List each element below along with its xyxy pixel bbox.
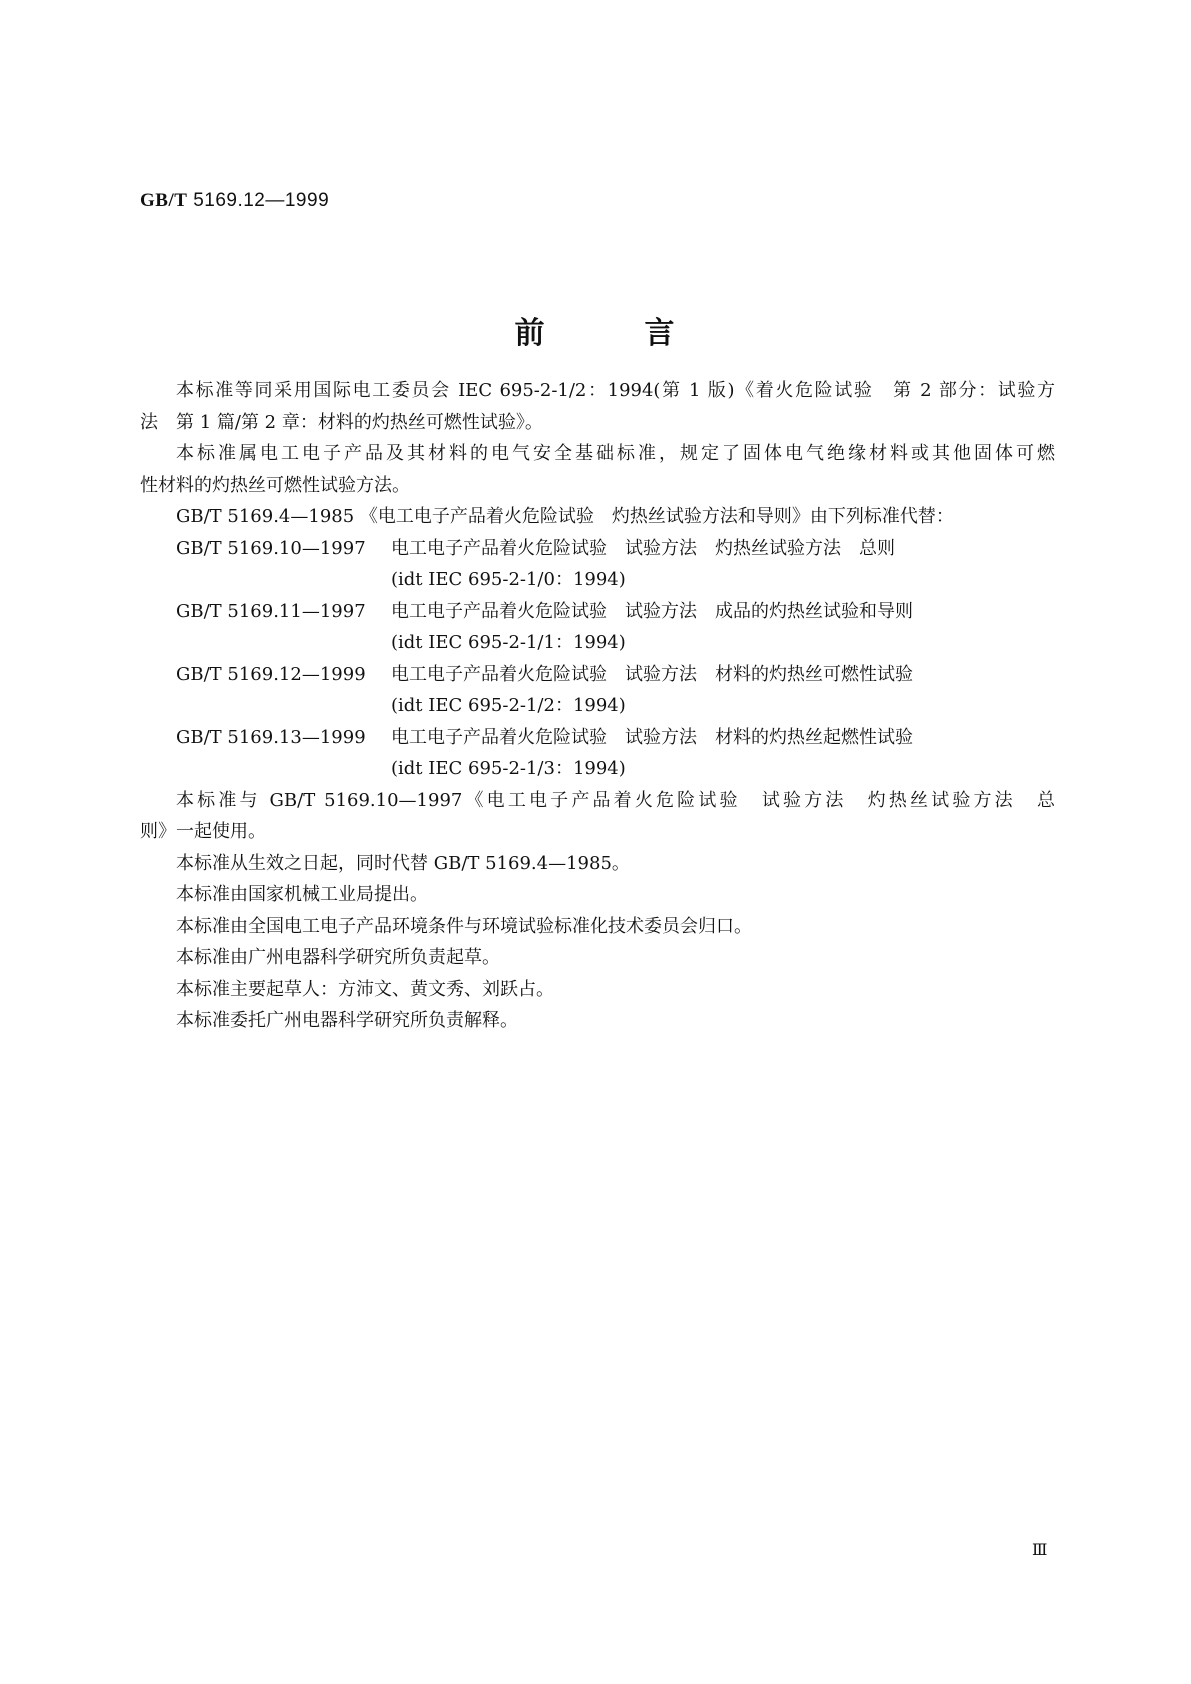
title-char-1: 前 [514, 316, 547, 351]
replacement-idt: (idt IEC 695-2-1/1：1994) [391, 632, 626, 653]
paragraph-2-line-2: 性材料的灼热丝可燃性试验方法。 [140, 474, 410, 496]
replacement-code: GB/T 5169.12—1999 [176, 663, 366, 685]
standard-prefix: GB/T [140, 190, 188, 211]
replacement-idt: (idt IEC 695-2-1/2：1994) [391, 695, 626, 716]
paragraph-9: 本标准主要起草人：方沛文、黄文秀、刘跃占。 [176, 978, 554, 1000]
replacement-idt: (idt IEC 695-2-1/3：1994) [391, 758, 626, 779]
paragraph-4-line-2: 则》一起使用。 [140, 821, 266, 842]
paragraph-6: 本标准由国家机械工业局提出。 [176, 884, 428, 905]
replacement-idt-row [140, 564, 1055, 596]
replacement-row [140, 659, 1055, 691]
replacement-idt-row [140, 690, 1055, 722]
replacement-code: GB/T 5169.11—1997 [176, 600, 366, 622]
replacement-row [140, 596, 1055, 628]
replacement-title: 电工电子产品着火危险试验 试验方法 材料的灼热丝可燃性试验 [391, 663, 913, 685]
replacement-idt-row [140, 753, 1055, 785]
replacement-title: 电工电子产品着火危险试验 试验方法 成品的灼热丝试验和导则 [391, 600, 913, 622]
replacement-row [140, 722, 1055, 754]
paragraph-10: 本标准委托广州电器科学研究所负责解释。 [176, 1010, 518, 1031]
paragraph-1-line-2: 法 第 1 篇/第 2 章：材料的灼热丝可燃性试验》。 [140, 411, 543, 433]
paragraph-1-line-1: 本标准等同采用国际电工委员会 IEC 695-2-1/2：1994(第 1 版)《着火危险试验 第 2 部分：试验方 [176, 380, 1055, 401]
standard-code-header [140, 190, 329, 212]
replacement-title: 电工电子产品着火危险试验 试验方法 材料的灼热丝起燃性试验 [391, 726, 913, 748]
paragraph-7: 本标准由全国电工电子产品环境条件与环境试验标准化技术委员会归口。 [176, 915, 752, 937]
replacement-code: GB/T 5169.10—1997 [176, 537, 366, 559]
replacement-idt: (idt IEC 695-2-1/0：1994) [391, 569, 626, 590]
replacement-code: GB/T 5169.13—1999 [176, 726, 366, 748]
replacement-idt-row [140, 627, 1055, 659]
paragraph-4-line-1: 本标准与 GB/T 5169.10—1997《电工电子产品着火危险试验 试验方法 灼热丝试验方法 总 [176, 789, 1055, 811]
standard-number: 5169.12—1999 [193, 190, 330, 211]
foreword-body [140, 375, 1055, 1037]
title-char-2: 言 [644, 316, 677, 351]
paragraph-3: GB/T 5169.4—1985 《电工电子产品着火危险试验 灼热丝试验方法和导则》由下列标准代替： [176, 506, 954, 527]
replacement-row [140, 533, 1055, 565]
replacement-list [140, 533, 1055, 785]
paragraph-2-line-1: 本标准属电工电子产品及其材料的电气安全基础标准，规定了固体电气绝缘材料或其他固体可燃 [176, 443, 1055, 464]
page-title [0, 308, 1191, 352]
page-number: Ⅲ [1032, 1542, 1048, 1559]
paragraph-5: 本标准从生效之日起，同时代替 GB/T 5169.4—1985。 [176, 852, 630, 874]
replacement-title: 电工电子产品着火危险试验 试验方法 灼热丝试验方法 总则 [391, 537, 895, 559]
paragraph-8: 本标准由广州电器科学研究所负责起草。 [176, 947, 500, 968]
